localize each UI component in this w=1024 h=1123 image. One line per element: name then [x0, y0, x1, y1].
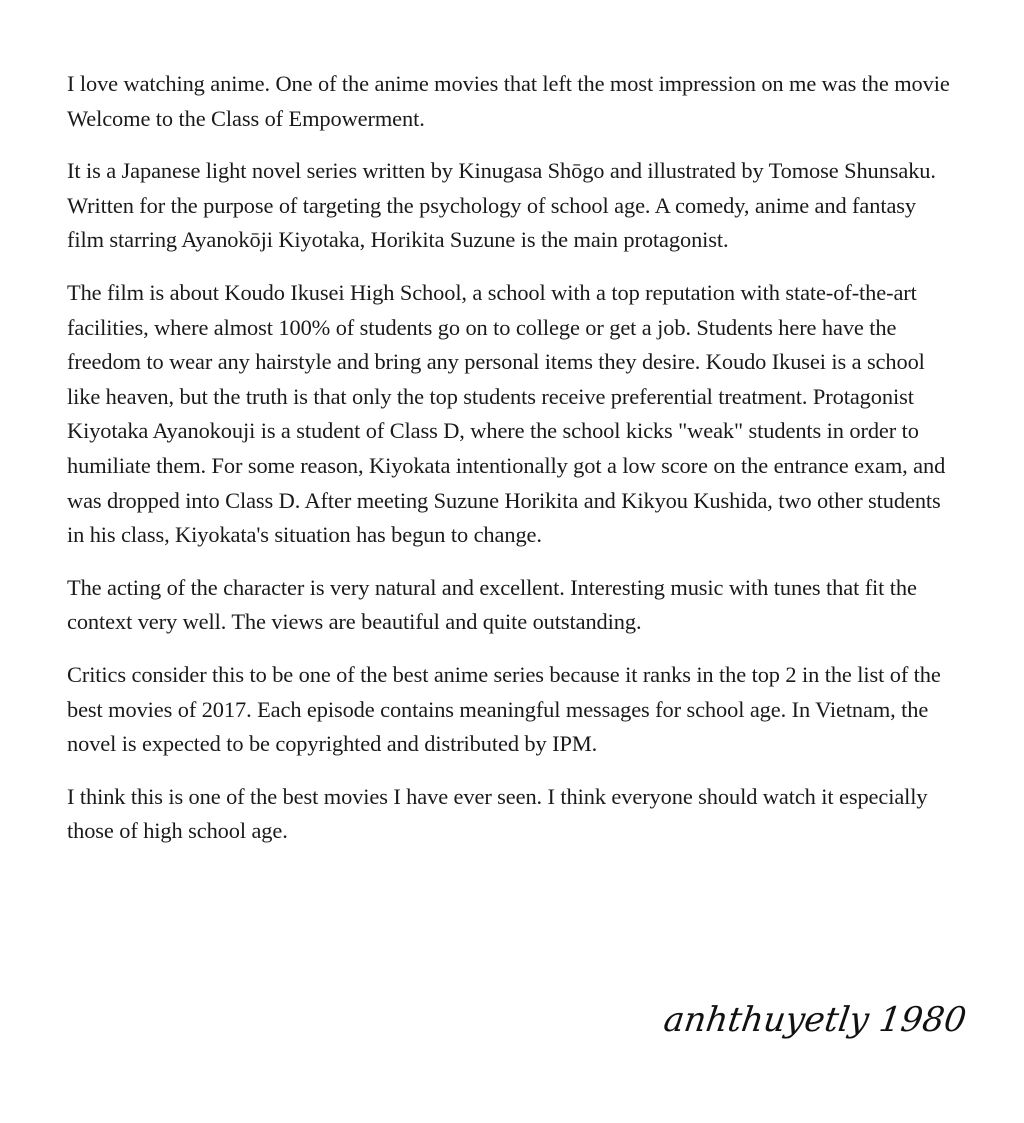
- paragraph-background: It is a Japanese light novel series written by Kinugasa Shōgo and illustrated by Tomose Shunsaku. Written for the purpose of targeting the psychology of school age. A comedy, anime and fantasy film starring Ayanokōji Kiyotaka, Horikita Suzune is the main protagonist.: [67, 158, 936, 253]
- paragraph-conclusion: I think this is one of the best movies I have ever seen. I think everyone should watch it especially those of high school age.: [67, 783, 928, 844]
- signature: anhthuyetly 1980: [661, 1000, 969, 1040]
- paragraph-critics: Critics consider this to be one of the best anime series because it ranks in the top 2 in the list of the best movies of 2017. Each episode contains meaningful messages for school age. In Vietnam, the novel is expected to be copyrighted and distributed by IPM.: [67, 661, 941, 757]
- paragraph-plot: The film is about Koudo Ikusei High School, a school with a top reputation with state-of-the-art facilities, where almost 100% of students go on to college or get a job. Students here have the freedom to wear any hairstyle and bring any personal items they desire. Koudo Ikusei is a school like heaven, but the truth is that only the top students receive preferential treatment. Protagonist Kiyotaka Ayanokouji is a student of Class D, where the school kicks "weak" students in order to humiliate them. For some reason, Kiyokata intentionally got a low score on the entrance exam, and was dropped into Class D. After meeting Suzune Horikita and Kikyou Kushida, two other students in his class, Kiyokata's situation has begun to change.: [67, 279, 946, 548]
- document-body: [67, 67, 955, 867]
- paragraph-acting: The acting of the character is very natural and excellent. Interesting music with tunes that fit the context very well. The views are beautiful and quite outstanding.: [67, 574, 917, 635]
- paragraph-intro: I love watching anime. One of the anime movies that left the most impression on me was the movie Welcome to the Class of Empowerment.: [67, 71, 950, 131]
